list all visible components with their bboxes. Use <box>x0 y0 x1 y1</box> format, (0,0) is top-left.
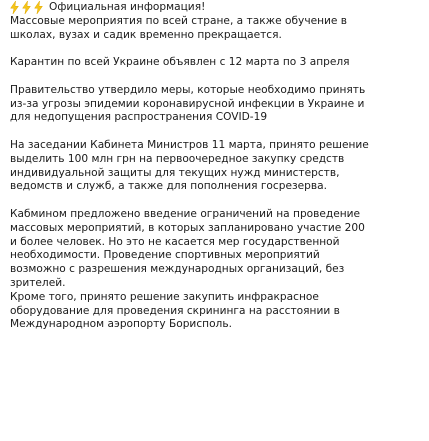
text-line: индивидуальной защиты для текущих нужд министерств, <box>10 166 340 179</box>
text-line: Карантин по всей Украине объявлен с 12 марта по 3 апреля <box>10 56 350 69</box>
paragraph-infrared-equipment <box>10 291 421 332</box>
text-line: возможно с разрешения международных организаций, без <box>10 263 345 276</box>
text-line: Кроме того, принято решение закупить инфракрасное <box>10 290 319 303</box>
message-title: Официальная информация! <box>49 1 206 13</box>
lightning-icon <box>10 1 19 14</box>
text-line: Кабмином предложено введение ограничений на проведение <box>10 207 361 220</box>
text-line: из-за угрозы эпидемии коронавирусной инфекции в Украине и <box>10 97 365 110</box>
text-line: выделить 100 млн грн на первоочередное закупку средств <box>10 152 345 165</box>
paragraph-quarantine <box>10 56 421 70</box>
text-line: Международном аэропорту Борисполь. <box>10 318 232 331</box>
text-line: и более человек. Но это не касается мер государственной <box>10 235 340 248</box>
text-line: школах, вузах и садик временно прекращается. <box>10 28 282 41</box>
paragraph-cabinet-decision <box>10 139 421 194</box>
text-line: массовых мероприятий, в которых запланировано участие 200 <box>10 221 365 234</box>
text-line: ведомств и служб, а также для пополнения госрезерва. <box>10 180 327 193</box>
message-header <box>10 1 421 15</box>
lightning-icon <box>22 1 31 14</box>
paragraph-restrictions <box>10 208 421 291</box>
lightning-icon <box>34 1 43 14</box>
text-line: необходимости. Проведение спортивных мероприятий <box>10 249 320 262</box>
paragraph-mass-events <box>10 15 421 43</box>
text-line: оборудование для проведения скрининга на расстоянии в <box>10 304 340 317</box>
text-line: зрителей. <box>10 276 66 289</box>
text-line: Массовые мероприятия по всей стране, а также обучение в <box>10 14 348 27</box>
paragraph-government-measures <box>10 84 421 125</box>
text-line: для недопущения распространения COVID-19 <box>10 111 268 124</box>
text-line: На заседании Кабинета Министров 11 марта, принято решение <box>10 138 369 151</box>
text-line: Правительство утвердило меры, которые необходимо принять <box>10 83 366 96</box>
